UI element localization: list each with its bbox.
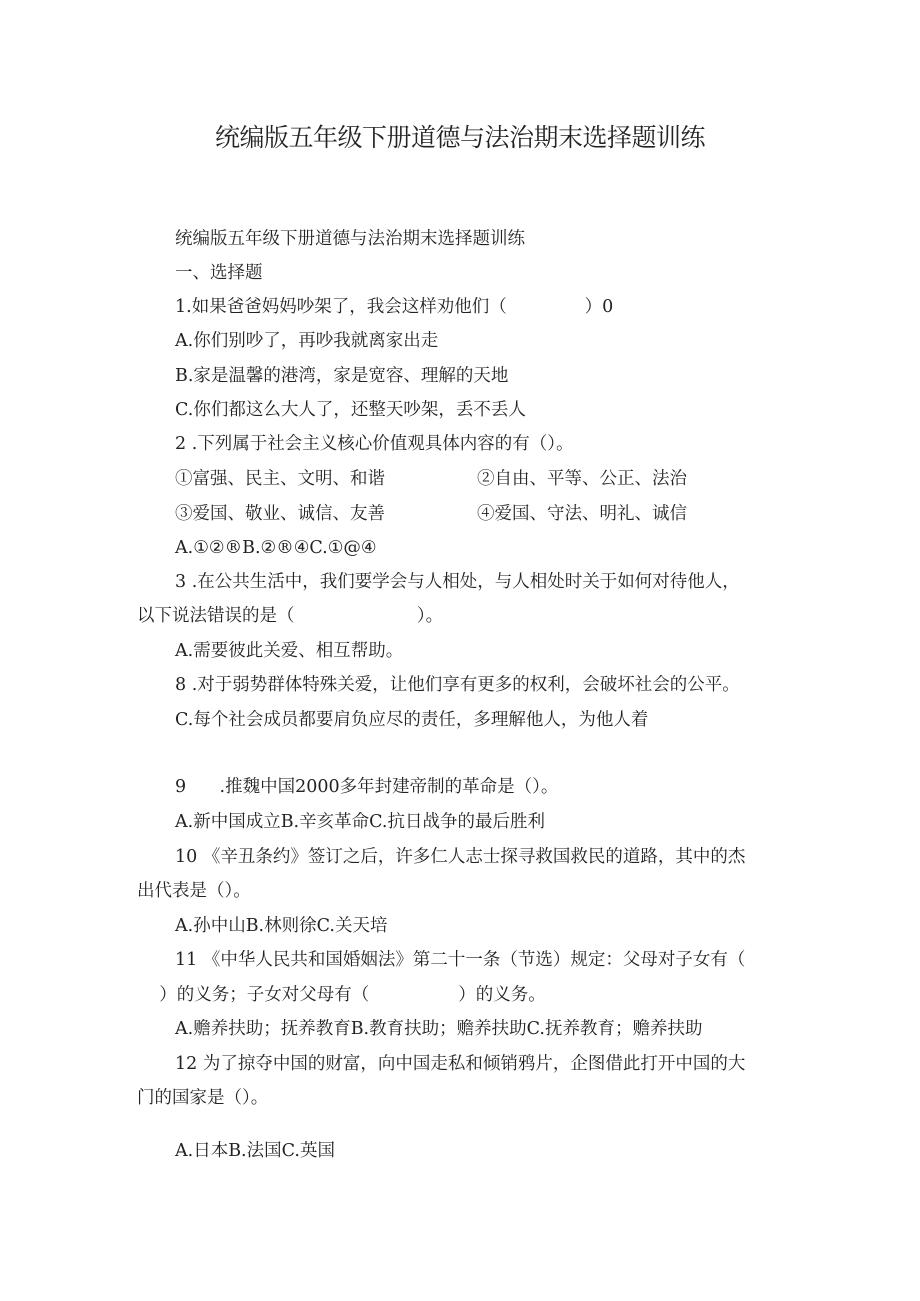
question-11-continued: ）的义务；子女对父母有（ ）的义务。: [137, 985, 546, 1005]
question-1-option-b: B.家是温馨的港湾，家是宽容、理解的天地: [175, 366, 509, 386]
question-12-options: A.日本B.法国C.英国: [175, 1141, 335, 1161]
question-11-options: A.赡养扶助；抚养教育B.教育扶助；赡养扶助C.抚养教育；赡养扶助: [175, 1019, 703, 1039]
question-11: 11 《中华人民共和国婚姻法》第二十一条（节选）规定：父母对子女有（: [175, 950, 746, 970]
question-9: 9 .推魏中国2000多年封建帝制的革命是（）。: [175, 777, 559, 797]
question-8: 8 .对于弱势群体特殊关爱，让他们享有更多的权利，会破坏社会的公平。: [175, 675, 740, 695]
question-10-continued: 出代表是（）。: [137, 881, 251, 901]
question-3-option-a: A.需要彼此关爱、相互帮助。: [175, 641, 404, 661]
question-2-item-1: ①富强、民主、文明、和谐: [175, 469, 385, 489]
page-title: 统编版五年级下册道德与法治期末选择题训练: [214, 123, 705, 152]
question-9-options: A.新中国成立B.辛亥革命C.抗日战争的最后胜利: [175, 812, 545, 832]
question-2-item-2: ②自由、平等、公正、法治: [477, 469, 687, 489]
question-1-option-a: A.你们别吵了，再吵我就离家出走: [175, 331, 439, 351]
question-10-options: A.孙中山B.林则徐C.关天培: [175, 916, 388, 936]
question-12-continued: 门的国家是（）。: [137, 1088, 269, 1108]
question-1: 1.如果爸爸妈妈吵架了，我会这样劝他们（ ）0: [175, 297, 614, 317]
question-10: 10 《辛丑条约》签订之后，许多仁人志士探寻救国救民的道路，其中的杰: [175, 847, 746, 867]
question-2-options: A.①②®B.②®④C.①@④: [175, 538, 377, 558]
doc-subtitle: 统编版五年级下册道德与法治期末选择题训练: [175, 229, 525, 249]
section-heading: 一、选择题: [175, 263, 263, 283]
question-3-continued: 以下说法错误的是（ ）。: [137, 606, 444, 626]
question-2-item-4: ④爱国、守法、明礼、诚信: [477, 504, 687, 524]
question-1-option-c: C.你们都这么大人了，还整天吵架，丢不丢人: [175, 400, 526, 420]
question-2-item-3: ③爱国、敬业、诚信、友善: [175, 504, 385, 524]
question-2: 2 .下列属于社会主义核心价值观具体内容的有（）。: [175, 434, 574, 454]
question-3: 3 .在公共生活中，我们要学会与人相处，与人相处时关于如何对待他人，: [175, 572, 740, 592]
question-3-option-c: C.每个社会成员都要肩负应尽的责任，多理解他人，为他人着: [175, 710, 649, 730]
question-12: 12 为了掠夺中国的财富，向中国走私和倾销鸦片，企图借此打开中国的大: [175, 1054, 746, 1074]
